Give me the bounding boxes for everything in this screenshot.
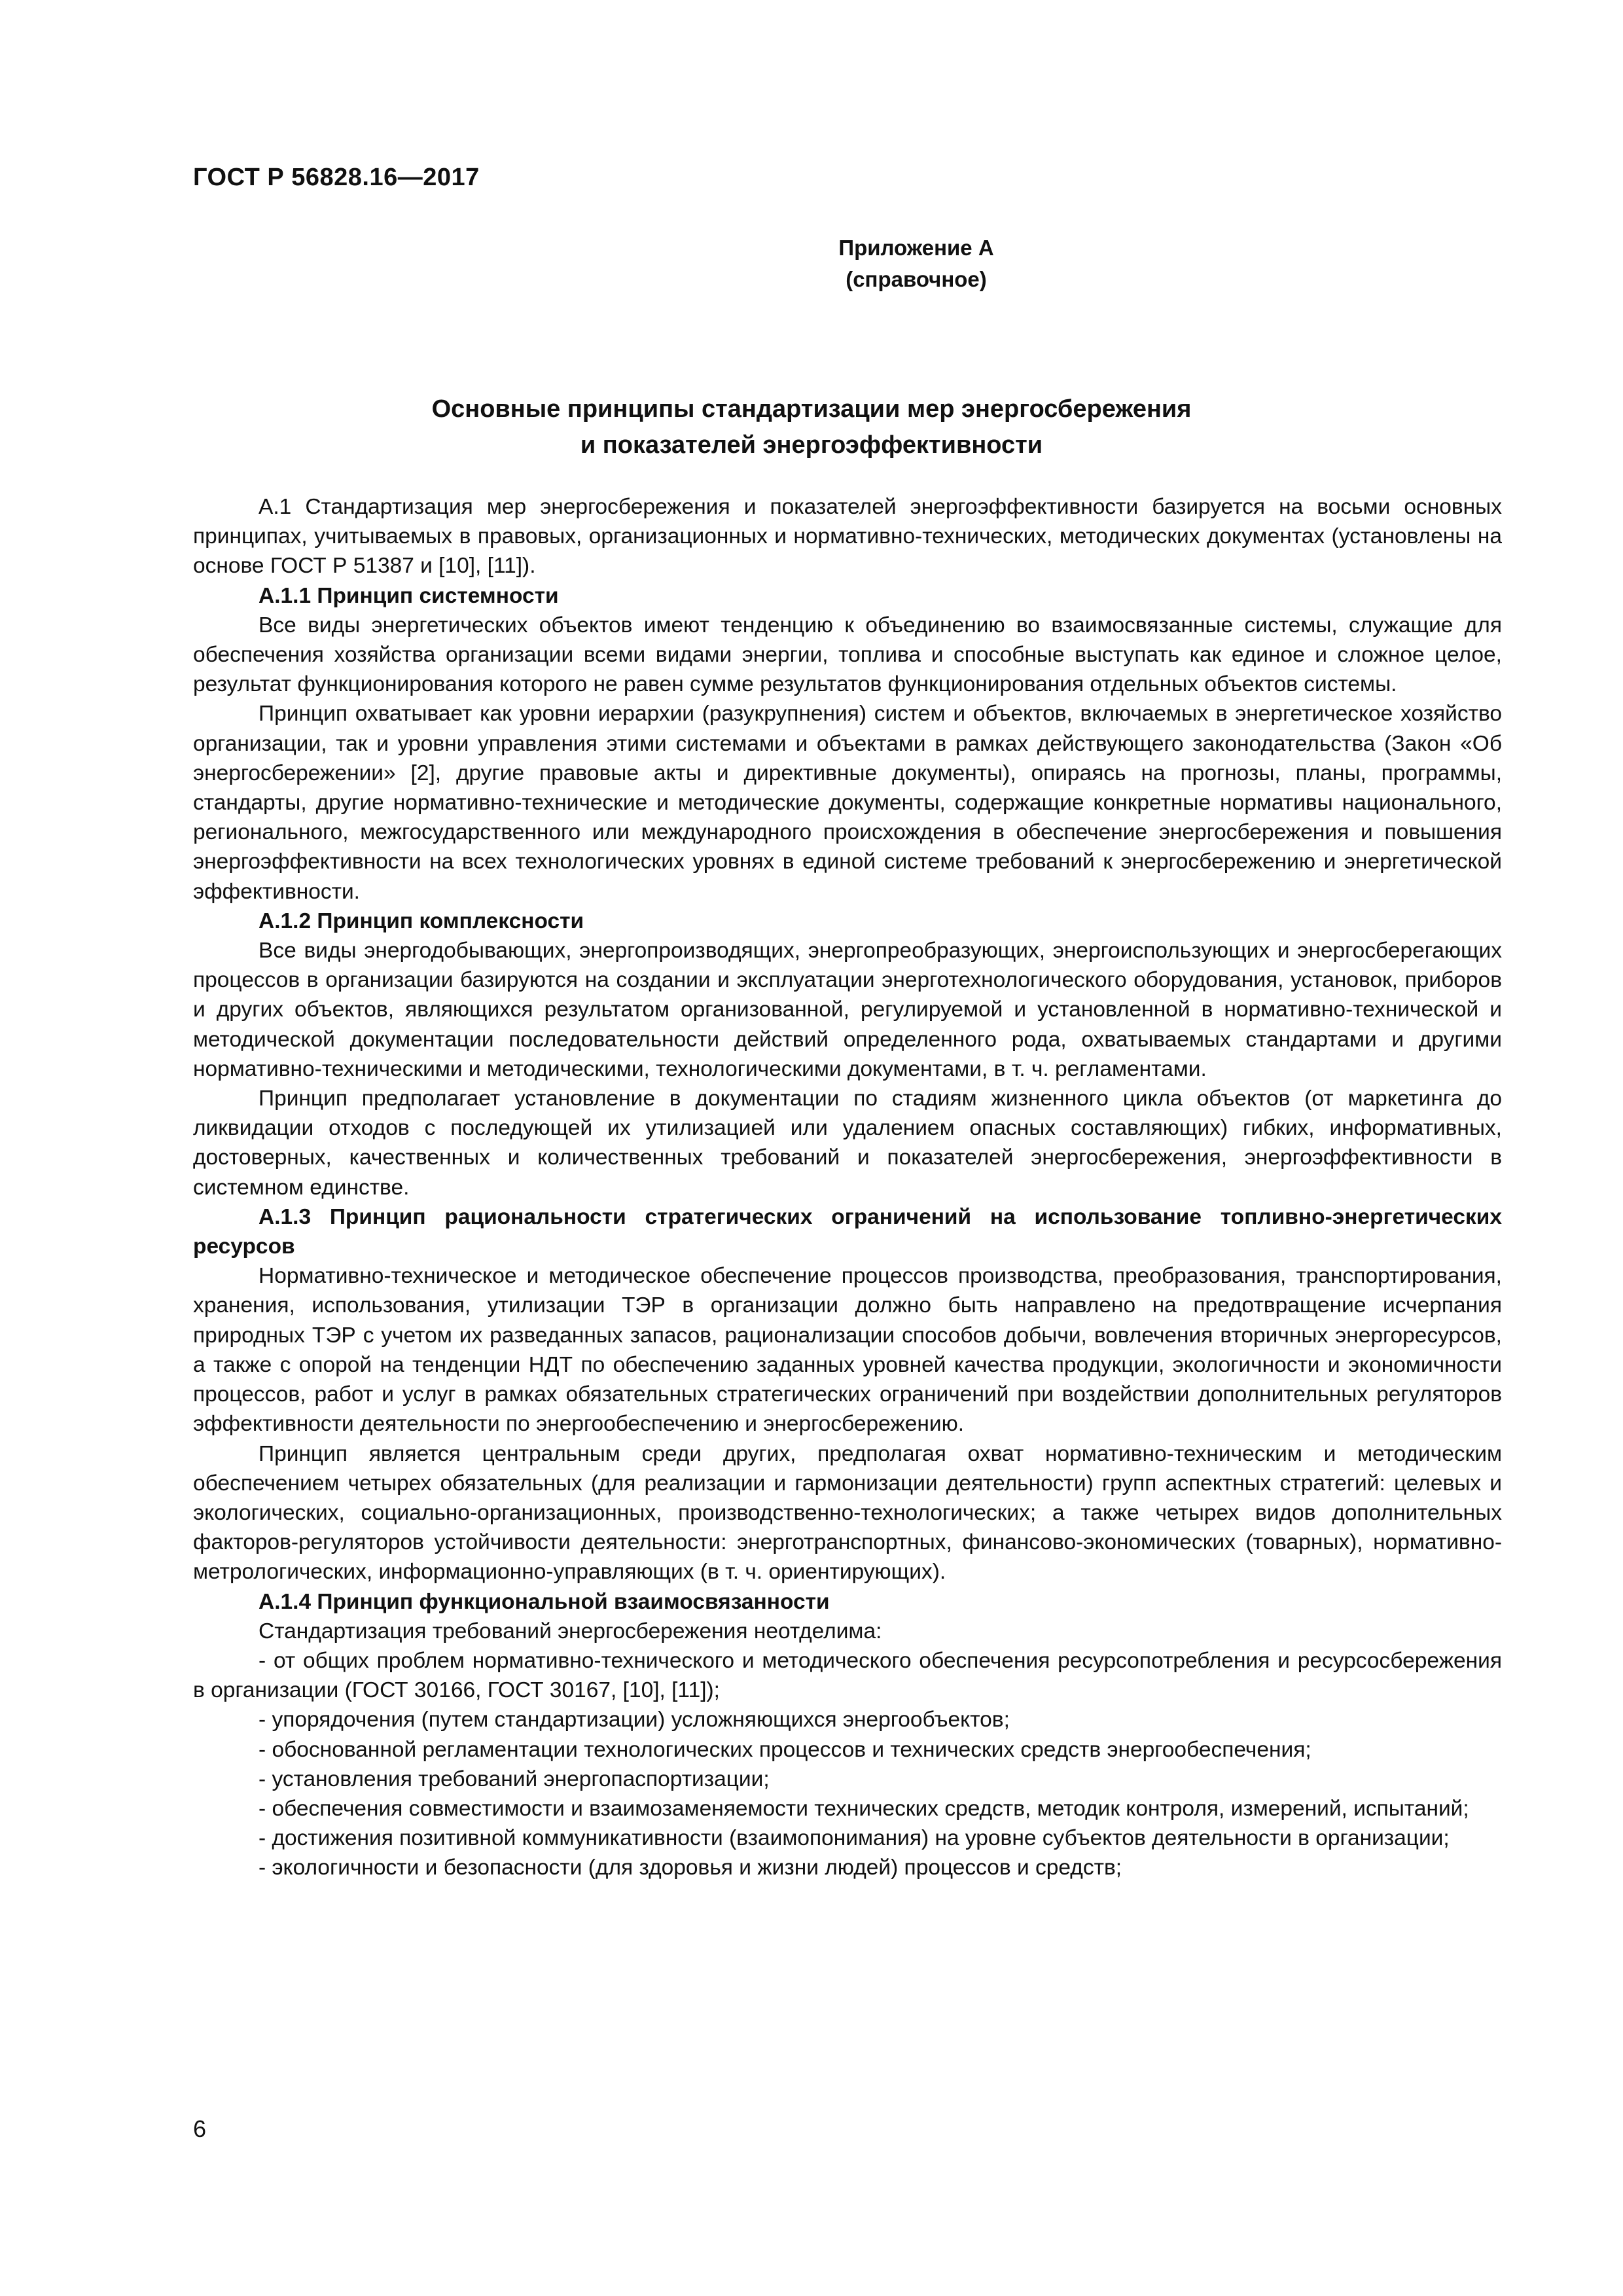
page-title [249,391,1374,463]
appendix-type: (справочное) [846,267,987,291]
section-heading: А.1.4 Принцип функциональной взаимосвязанности [259,1589,830,1614]
paragraph: Принцип предполагает установление в документации по стадиям жизненного цикла объектов (от маркетинга до ликвидации отходов с последующей их утилизацией или удалением опасных составляющих) гибких, информативных, достоверных, качественных и количественных требований и показателей энергосбережения, энергоэффективности в системном единстве. [193,1086,1502,1200]
list-item: - установления требований энергопаспортизации; [259,1767,770,1791]
list-item: - обеспечения совместимости и взаимозаменяемости технических средств, методик контроля, измерений, испытаний; [259,1796,1469,1821]
paragraph: Принцип является центральным среди других, предполагая охват нормативно-техническим и методическим обеспечением четырех обязательных (для реализации и гармонизации деятельности) групп аспектных стратегий: целевых и экологических, социально-организационных, производственно-технологических; а также четырех видов дополнительных факторов-регуляторов устойчивости деятельности: энерготранспортных, финансово-экономических (товарных), нормативно-метрологических, информационно-управляющих (в т. ч. ориентирующих). [193,1441,1502,1585]
appendix-header [687,232,1145,295]
intro-paragraph: А.1 Стандартизация мер энергосбережения и показателей энергоэффективности базируется на восьми основных принципах, учитываемых в правовых, организационных и нормативно-технических, методических документах (установлены на основе ГОСТ Р 51387 и [10], [11]). [193,495,1502,579]
paragraph: Все виды энергетических объектов имеют тенденцию к объединению во взаимосвязанные системы, служащие для обеспечения хозяйства организации всеми видами энергии, топлива и способные выступать как единое и сложное целое, результат функционирования которого не равен сумме результатов функционирования отдельных объектов системы. [193,613,1502,697]
appendix-label: Приложение А [838,236,994,260]
document-body [193,492,1502,1883]
list-item: - достижения позитивной коммуникативности (взаимопонимания) на уровне субъектов деятельности в организации; [259,1826,1450,1851]
section-heading: А.1.2 Принцип комплексности [259,908,584,933]
list-item: - обоснованной регламентации технологических процессов и технических средств энергообеспечения; [259,1737,1311,1762]
section-heading: А.1.3 Принцип рациональности стратегических ограничений на использование топливно-энергетических ресурсов [193,1204,1502,1259]
paragraph: Стандартизация требований энергосбережения неотделима: [259,1619,882,1643]
title-line-2: и показателей энергоэффективности [580,431,1043,459]
document-code: ГОСТ Р 56828.16—2017 [193,164,480,191]
paragraph: Нормативно-техническое и методическое обеспечение процессов производства, преобразования, транспортирования, хранения, использования, утилизации ТЭР в организации должно быть направлено на предотвращение исчерпания природных ТЭР с учетом их разведанных запасов, рационализации способов добычи, вовлечения вторичных энергоресурсов, а также с опорой на тенденции НДТ по обеспечению заданных уровней качества продукции, экологичности и экономичности процессов, работ и услуг в рамках обязательных стратегических ограничений при воздействии дополнительных регуляторов эффективности деятельности по энергообеспечению и энергосбережению. [193,1264,1502,1437]
title-line-1: Основные принципы стандартизации мер энергосбережения [431,395,1192,423]
paragraph: Принцип охватывает как уровни иерархии (разукрупнения) систем и объектов, включаемых в энергетическое хозяйство организации, так и уровни управления этими системами и объектами в рамках действующего законодательства (Закон «Об энергосбережении» [2], другие правовые акты и директивные документы), опираясь на прогнозы, планы, программы, стандарты, другие нормативно-технические и методические документы, содержащие конкретные нормативы национального, регионального, межгосударственного или международного происхождения в обеспечение энергосбережения и повышения энергоэффективности на всех технологических уровнях в единой системе требований к энергосбережению и энергетической эффективности. [193,702,1502,904]
list-item: - упорядочения (путем стандартизации) усложняющихся энергообъектов; [259,1708,1010,1732]
page-number: 6 [193,2115,207,2142]
list-item: - экологичности и безопасности (для здоровья и жизни людей) процессов и средств; [259,1856,1122,1880]
paragraph: Все виды энергодобывающих, энергопроизводящих, энергопреобразующих, энергоиспользующих и энергосберегающих процессов в организации базируются на создании и эксплуатации энерготехнологического оборудования, установок, приборов и других объектов, являющихся результатом организованной, регулируемой и установленной в нормативно-технической и методической документации последовательности действий определенного рода, охватываемых стандартами и другими нормативно-техническими и методическими, технологическими документами, в т. ч. регламентами. [193,939,1502,1081]
list-item: - от общих проблем нормативно-технического и методического обеспечения ресурсопотребления и ресурсосбережения в организации (ГОСТ 30166, ГОСТ 30167, [10], [11]); [193,1648,1502,1703]
section-heading: А.1.1 Принцип системности [259,583,559,608]
